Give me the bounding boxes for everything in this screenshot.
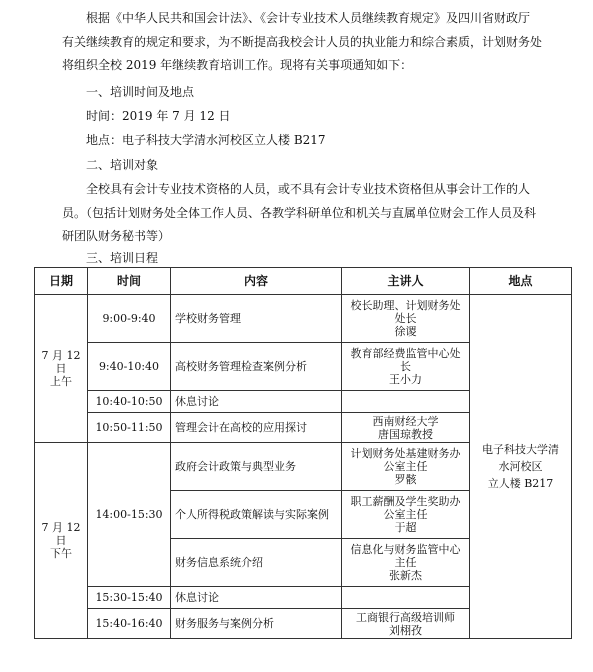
time-cell: 9:00-9:40 <box>88 295 171 343</box>
training-place: 地点：电子科技大学清水河校区立人楼 B217 <box>86 133 326 147</box>
table-header-row <box>35 268 572 295</box>
location-line: 水河校区 <box>498 460 543 473</box>
morning-date-line-2: 日 <box>55 362 67 375</box>
section3-heading: 三、培训日程 <box>86 251 159 265</box>
time-cell: 10:40-10:50 <box>88 391 171 413</box>
speaker-line: 于超 <box>394 521 417 534</box>
speaker-cell <box>342 491 470 539</box>
location-line: 立人楼 B217 <box>487 477 554 490</box>
afternoon-date-cell <box>35 443 88 639</box>
speaker-cell <box>342 587 470 609</box>
content-cell: 个人所得税政策解读与实际案例 <box>171 491 342 539</box>
header-time: 时间 <box>88 268 171 295</box>
training-time: 时间：2019 年 7 月 12 日 <box>86 109 231 123</box>
afternoon-date-line-2: 日 <box>55 534 67 547</box>
header-date: 日期 <box>35 268 88 295</box>
speaker-line: 校长助理、计划财务处 <box>350 299 461 312</box>
speaker-cell <box>342 609 470 639</box>
speaker-cell <box>342 539 470 587</box>
content-cell: 高校财务管理检查案例分析 <box>171 343 342 391</box>
intro-line-2: 有关继续教育的规定和要求，为不断提高我校会计人员的执业能力和综合素质，计划财务处 <box>62 35 543 49</box>
morning-date-cell <box>35 295 88 443</box>
time-cell: 15:30-15:40 <box>88 587 171 609</box>
speaker-line: 处长 <box>394 312 417 325</box>
speaker-line: 计划财务处基建财务办 <box>350 447 461 460</box>
afternoon-date-line-1: 7 月 12 <box>41 521 81 534</box>
speaker-cell <box>342 391 470 413</box>
content-cell: 财务信息系统介绍 <box>171 539 342 587</box>
header-speaker: 主讲人 <box>342 268 470 295</box>
speaker-cell <box>342 343 470 391</box>
schedule-table <box>34 267 572 639</box>
table-row <box>35 295 572 343</box>
speaker-line: 张新杰 <box>389 569 422 582</box>
intro-line-3: 将组织全校 2019 年继续教育培训工作。现将有关事项通知如下： <box>62 58 413 72</box>
location-cell <box>470 295 572 639</box>
speaker-line: 公室主任 <box>383 460 428 473</box>
morning-date-line-3: 上午 <box>50 375 72 388</box>
morning-date-line-1: 7 月 12 <box>41 349 81 362</box>
content-cell: 管理会计在高校的应用探讨 <box>171 413 342 443</box>
section2-heading: 二、培训对象 <box>86 158 159 172</box>
speaker-line: 主任 <box>394 556 417 569</box>
time-cell: 14:00-15:30 <box>88 443 171 587</box>
speaker-line: 刘栩孜 <box>389 623 422 637</box>
speaker-line: 职工薪酬及学生奖助办 <box>350 495 461 508</box>
speaker-line: 长 <box>400 360 411 373</box>
target-line-3: 研团队财务秘书等） <box>62 229 171 243</box>
speaker-cell <box>342 413 470 443</box>
speaker-cell <box>342 295 470 343</box>
speaker-line: 罗骸 <box>394 473 417 486</box>
header-location: 地点 <box>470 268 572 295</box>
content-cell: 学校财务管理 <box>171 295 342 343</box>
time-cell: 15:40-16:40 <box>88 609 171 639</box>
speaker-line: 信息化与财务监管中心 <box>350 543 461 556</box>
location-line: 电子科技大学清 <box>482 443 559 456</box>
target-line-1: 全校具有会计专业技术资格的人员，或不具有会计专业技术资格但从事会计工作的人 <box>86 182 531 196</box>
speaker-line: 徐谡 <box>394 325 417 338</box>
content-cell: 政府会计政策与典型业务 <box>171 443 342 491</box>
time-cell: 10:50-11:50 <box>88 413 171 443</box>
speaker-line: 工商银行高级培训师 <box>356 610 455 624</box>
content-cell: 休息讨论 <box>171 587 342 609</box>
section1-heading: 一、培训时间及地点 <box>86 85 195 99</box>
afternoon-date-line-3: 下午 <box>50 547 72 560</box>
time-cell: 9:40-10:40 <box>88 343 171 391</box>
speaker-line: 西南财经大学 <box>372 414 439 428</box>
header-content: 内容 <box>171 268 342 295</box>
speaker-line: 公室主任 <box>383 508 428 521</box>
target-line-2: 员。（包括计划财务处全体工作人员、各教学科研单位和机关与直属单位财会工作人员及科 <box>62 206 537 220</box>
speaker-cell <box>342 443 470 491</box>
speaker-line: 唐国琼教授 <box>378 427 433 441</box>
content-cell: 休息讨论 <box>171 391 342 413</box>
intro-line-1: 根据《中华人民共和国会计法》、《会计专业技术人员继续教育规定》及四川省财政厅 <box>86 11 531 25</box>
speaker-line: 王小力 <box>389 373 422 386</box>
content-cell: 财务服务与案例分析 <box>171 609 342 639</box>
speaker-line: 教育部经费监管中心处 <box>350 347 461 360</box>
